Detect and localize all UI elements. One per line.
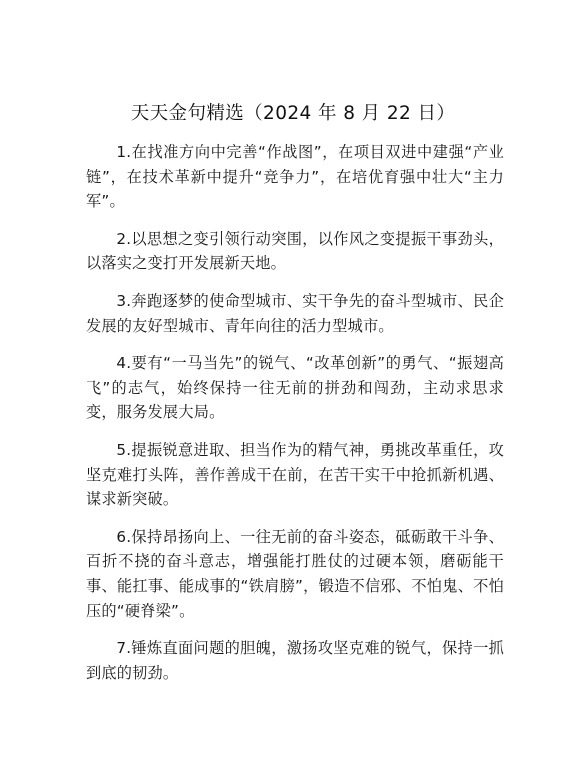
quote-paragraph-5: 5.提振锐意进取、担当作为的精气神，勇挑改革重任，攻坚克难打头阵，善作善成干在前，在苦干实干中抢抓新机遇、谋求新突破。 xyxy=(86,440,504,509)
quote-paragraph-4: 4.要有“一马当先”的锐气、“改革创新”的勇气、“振翅高飞”的志气，始终保持一往无前的拼劲和闯劲，主动求思求变，服务发展大局。 xyxy=(86,354,504,422)
quote-list xyxy=(86,140,504,698)
document-title: 天天金句精选（2024 年 8 月 22 日） xyxy=(130,103,456,124)
quote-paragraph-2: 2.以思想之变引领行动突围，以作风之变提振干事劲头，以落实之变打开发展新天地。 xyxy=(86,229,504,273)
quote-paragraph-1: 1.在找准方向中完善“作战图”，在项目双进中建强“产业链”，在技术革新中提升“竞争力”，在培优育强中壮大“主力军”。 xyxy=(86,143,504,211)
quote-paragraph-7: 7.锤炼直面问题的胆魄，激扬攻坚克难的锐气，保持一抓到底的韧劲。 xyxy=(86,639,504,682)
quote-paragraph-6: 6.保持昂扬向上、一往无前的奋斗姿态，砥砺敢干斗争、百折不挠的奋斗意志，增强能打胜仗的过硬本领，磨砺能干事、能扛事、能成事的“铁肩膀”，锻造不信邪、不怕鬼、不怕压的“硬脊梁”。 xyxy=(86,527,504,620)
quote-paragraph-3: 3.奔跑逐梦的使命型城市、实干争先的奋斗型城市、民企发展的友好型城市、青年向往的活力型城市。 xyxy=(86,291,504,335)
